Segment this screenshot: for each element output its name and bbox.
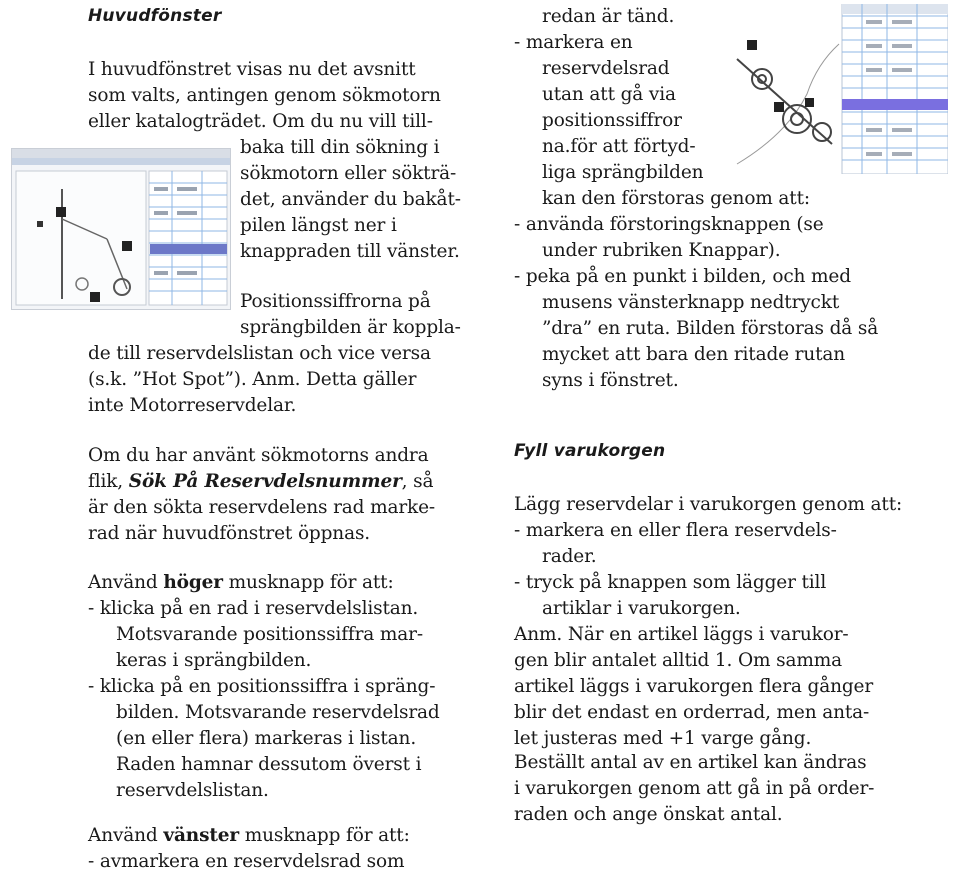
text-line: Lägg reservdelar i varukorgen genom att: — [514, 494, 903, 515]
list-item: Motsvarande positionssiffra mar- — [116, 624, 423, 645]
text-span: flik, — [88, 471, 129, 492]
text-line: gen blir antalet alltid 1. Om samma — [514, 650, 843, 671]
list-item: reservdelsrad — [542, 58, 670, 79]
text-line: (s.k. ”Hot Spot”). Anm. Detta gäller — [88, 369, 417, 390]
text-line: inte Motorreservdelar. — [88, 395, 297, 416]
text-line: kan den förstoras genom att: — [542, 188, 810, 209]
section-heading-fyll-varukorgen: Fyll varukorgen — [514, 441, 666, 461]
text-line: rad när huvudfönstret öppnas. — [88, 523, 371, 544]
text-line: sprängbilden är koppla- — [240, 317, 461, 338]
list-item: bilden. Motsvarande reservdelsrad — [116, 702, 440, 723]
list-item: artiklar i varukorgen. — [542, 598, 741, 619]
text-line: let justeras med +1 varge gång. — [514, 728, 812, 749]
list-item: positionssiffror — [542, 110, 682, 131]
list-item: syns i fönstret. — [542, 370, 679, 391]
list-item: - peka på en punkt i bilden, och med — [514, 266, 851, 287]
text-line: sökmotorn eller sökträ- — [240, 163, 457, 184]
text-line: Beställt antal av en artikel kan ändras — [514, 752, 867, 773]
text-line: Anm. När en artikel läggs i varukor- — [514, 624, 849, 645]
text-line: Positionssiffrorna på — [240, 291, 431, 312]
text-line: eller katalogträdet. Om du nu vill till- — [88, 111, 433, 132]
text-line: blir det endast en orderrad, men anta- — [514, 702, 870, 723]
list-item: - markera en — [514, 32, 633, 53]
list-item: - avmarkera en reservdelsrad som — [88, 851, 405, 872]
text-line: som valts, antingen genom sökmotorn — [88, 85, 441, 106]
emphasis-hoger: höger — [163, 572, 223, 593]
list-item: Raden hamnar dessutom överst i — [116, 754, 422, 775]
text-line: är den sökta reservdelens rad marke- — [88, 497, 436, 518]
list-item: rader. — [542, 546, 597, 567]
text-span: , så — [401, 471, 434, 492]
text-line: det, använder du bakåt- — [240, 189, 461, 210]
list-item: reservdelslistan. — [116, 780, 269, 801]
text-line: redan är tänd. — [542, 6, 675, 27]
text-line: raden och ange önskat antal. — [514, 804, 783, 825]
text-span: Använd — [88, 825, 164, 846]
text-span: musknapp för att: — [222, 572, 394, 593]
list-item: under rubriken Knappar). — [542, 240, 781, 261]
tab-name-emphasis: Sök På Reservdelsnummer — [128, 471, 402, 492]
list-item: (en eller flera) markeras i listan. — [116, 728, 417, 749]
list-item: musens vänsterknapp nedtryckt — [542, 292, 840, 313]
main-window-screenshot — [11, 148, 231, 310]
text-line: I huvudfönstret visas nu det avsnitt — [88, 59, 416, 80]
list-item: utan att gå via — [542, 84, 676, 105]
list-item: - tryck på knappen som lägger till — [514, 572, 827, 593]
text-line — [88, 570, 394, 596]
list-item: - använda förstoringsknappen (se — [514, 214, 824, 235]
text-line — [88, 469, 433, 495]
text-line: knappraden till vänster. — [240, 241, 460, 262]
text-line: pilen längst ner i — [240, 215, 397, 236]
list-item: - markera en eller flera reservdels- — [514, 520, 837, 541]
text-line — [88, 823, 410, 849]
list-item: - klicka på en rad i reservdelslistan. — [88, 598, 419, 619]
text-line: i varukorgen genom att gå in på order- — [514, 778, 875, 799]
text-line: artikel läggs i varukorgen flera gånger — [514, 676, 874, 697]
text-line: Om du har använt sökmotorns andra — [88, 445, 429, 466]
emphasis-vanster: vänster — [163, 825, 239, 846]
text-line: de till reservdelslistan och vice versa — [88, 343, 431, 364]
text-line: baka till din sökning i — [240, 137, 440, 158]
list-item: - klicka på en positionssiffra i spräng- — [88, 676, 436, 697]
list-item: na.för att förtyd- — [542, 136, 696, 157]
text-span: Använd — [88, 572, 164, 593]
list-item: mycket att bara den ritade rutan — [542, 344, 846, 365]
list-item: ”dra” en ruta. Bilden förstoras då så — [542, 318, 879, 339]
section-heading-huvudfonster: Huvudfönster — [88, 6, 222, 26]
exploded-view-screenshot — [727, 4, 948, 174]
list-item: keras i sprängbilden. — [116, 650, 312, 671]
text-span: musknapp för att: — [238, 825, 410, 846]
list-item: liga sprängbilden — [542, 162, 704, 183]
